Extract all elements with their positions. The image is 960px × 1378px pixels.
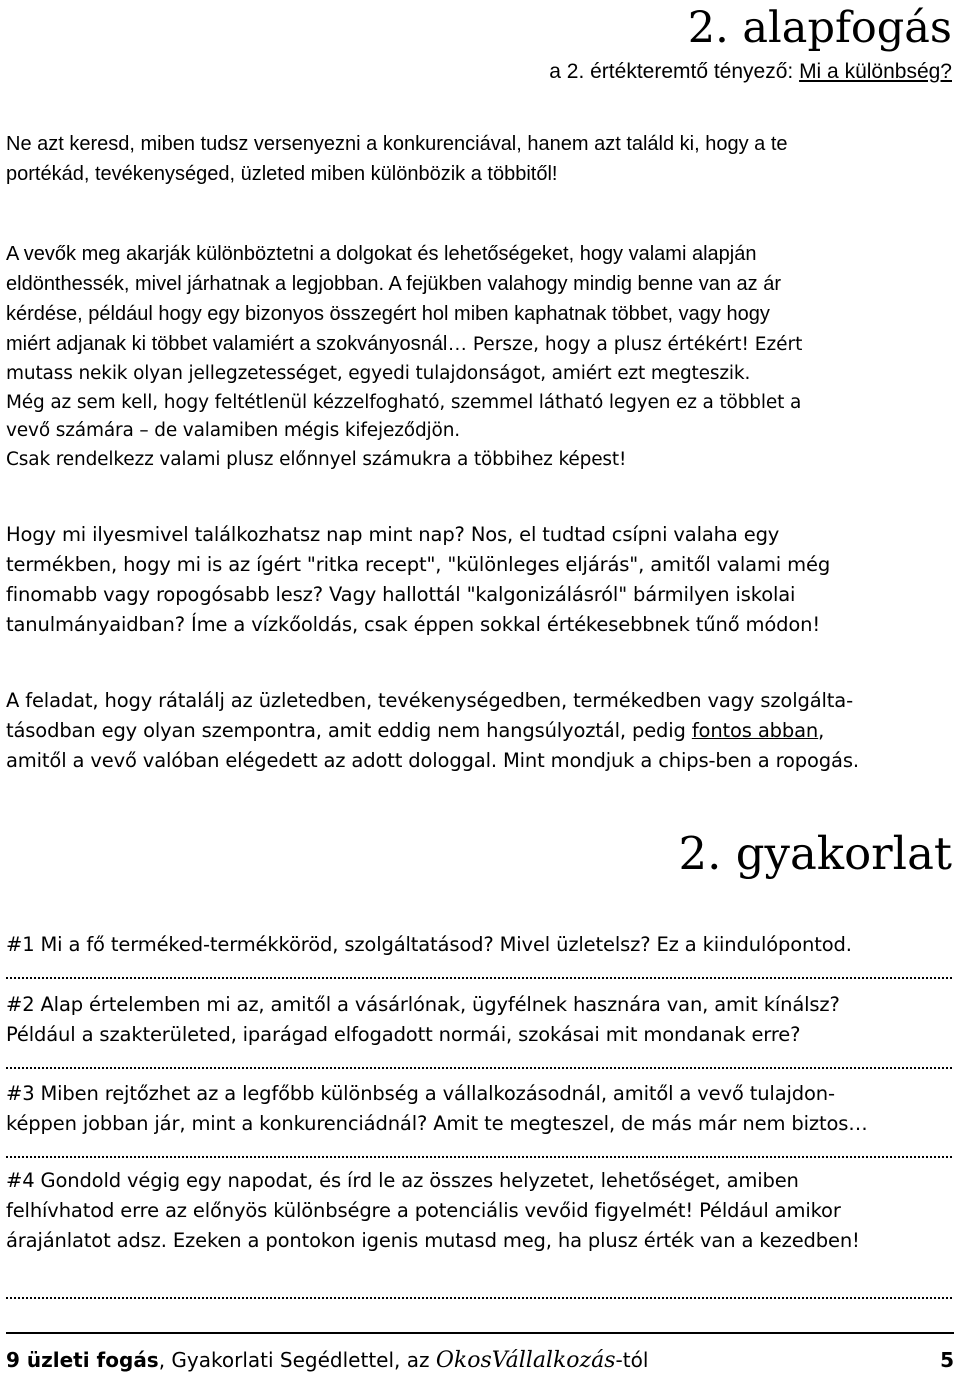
para1-line: A vevők meg akarják különböztetni a dolgokat és lehetőségeket, hogy valami alapján <box>6 243 757 265</box>
para2-line <box>6 520 956 550</box>
para2-line: termékben, hogy mi is az ígért "ritka recept", "különleges eljárás", amitől valami még <box>6 553 831 576</box>
para2-line <box>6 580 956 610</box>
page-title: 2. alapfogás <box>687 3 952 53</box>
footer-text-end: -tól <box>615 1348 649 1372</box>
answer-line[interactable] <box>6 975 952 979</box>
para3-line <box>6 716 956 746</box>
para2-q: Hogy mi ilyesmivel találkozhatsz nap mint nap? <box>6 523 471 546</box>
intro-paragraph <box>6 129 956 189</box>
answer-line[interactable] <box>6 1295 952 1299</box>
para2-line: tanulmányaidban? Íme a vízkőoldás, csak éppen sokkal értékesebbnek tűnő módon! <box>6 613 821 636</box>
para3-line: A feladat, hogy rátalálj az üzletedben, tevékenységedben, termékedben vagy szolgálta- <box>6 689 853 712</box>
para2-text: finomabb vagy ropogósabb lesz? <box>6 583 329 606</box>
intro-line: portékád, tevékenységed, üzleted miben különbözik a többitől! <box>6 163 558 185</box>
para1-line <box>6 329 956 360</box>
para1-line: kérdése, például hogy egy bizonyos összegért hol miben kaphatnak többet, vagy hogy <box>6 303 770 325</box>
question-line: felhívhatod erre az előnyös különbségre a potenciális vevőid figyelmét! Például amikor <box>6 1199 841 1222</box>
paragraph-1-cont <box>6 360 956 474</box>
para1-line: Csak rendelkezz valami plusz előnnyel számukra a többihez képest! <box>6 448 627 470</box>
para3-text: , <box>818 719 825 742</box>
para1-lead: miért adjanak ki többet valamiért a szokványosnál… <box>6 333 473 355</box>
para2-text: Nos, el tudtad csípni valaha egy <box>470 523 780 546</box>
exercise-q2 <box>6 990 956 1050</box>
para1-tail: Persze, hogy a plusz értékért! Ezért <box>472 334 803 355</box>
para3-line: amitől a vevő valóban elégedett az adott dologgal. Mint mondjuk a chips-ben a ropogás. <box>6 749 859 772</box>
para1-line: mutass nekik olyan jellegzetességet, egyedi tulajdonságot, amiért ezt megteszik. <box>6 363 751 384</box>
answer-line[interactable] <box>6 1065 952 1069</box>
para3-text: tásodban egy olyan szempontra, amit eddig nem hangsúlyoztál, pedig <box>6 719 692 742</box>
para1-tail: A fejükben valahogy mindig benne van az ár <box>388 273 781 295</box>
question-line: #3 Miben rejtőzhet az a legfőbb különbség a vállalkozásodnál, amitől a vevő tulajdon- <box>6 1082 835 1105</box>
exercise-q4 <box>6 1166 956 1256</box>
intro-line: Ne azt keresd, miben tudsz versenyezni a konkurenciával, hanem azt találd ki, hogy a te <box>6 133 788 155</box>
subtitle-link[interactable]: Mi a különbség? <box>799 60 952 83</box>
para1-line <box>6 269 956 299</box>
footer-brand: OkosVállalkozás <box>435 1348 616 1373</box>
exercise-q1 <box>6 930 956 960</box>
question-line: Például a szakterületed, iparágad elfogadott normái, szokásai mit mondanak erre? <box>6 1023 801 1046</box>
footer <box>6 1346 954 1375</box>
paragraph-2 <box>6 520 956 640</box>
question-line: #2 Alap értelemben mi az, amitől a vásárlónak, ügyfélnek hasznára van, amit kínálsz? <box>6 993 840 1016</box>
answer-line[interactable] <box>6 1154 952 1158</box>
question-line: #1 Mi a fő terméked-termékköröd, szolgáltatásod? Mivel üzletelsz? Ez a kiindulópontod. <box>6 933 852 956</box>
exercise-q3 <box>6 1079 956 1139</box>
para1-line: vevő számára – de valamiben mégis kifejeződjön. <box>6 420 460 441</box>
para1-line: Még az sem kell, hogy feltétlenül kézzelfogható, szemmel látható legyen ez a többlet a <box>6 391 802 413</box>
para1-lead: eldönthessék, mivel járhatnak a legjobban. <box>6 273 389 295</box>
paragraph-3 <box>6 686 956 776</box>
exercise-title: 2. gyakorlat <box>678 827 952 880</box>
question-line: #4 Gondold végig egy napodat, és írd le az összes helyzetet, lehetőséget, amiben <box>6 1169 799 1192</box>
para3-link[interactable]: fontos abban <box>691 719 819 742</box>
page-subtitle <box>549 58 952 86</box>
subtitle-prefix: a 2. értékteremtő tényező: <box>549 60 800 83</box>
footer-divider <box>6 1332 954 1334</box>
paragraph-1 <box>6 239 956 360</box>
footer-book-title: 9 üzleti fogás <box>6 1348 159 1372</box>
para2-text: Vagy hallottál "kalgonizálásról" bármilyen iskolai <box>329 583 796 606</box>
question-line: árajánlatot adsz. Ezeken a pontokon igenis mutasd meg, ha plusz érték van a kezedben! <box>6 1229 860 1252</box>
page-number: 5 <box>940 1348 954 1372</box>
question-line: képpen jobban jár, mint a konkurenciádnál? Amit te megteszel, de más már nem biztos… <box>6 1112 868 1135</box>
footer-text: , Gyakorlati Segédlettel, az <box>158 1348 436 1372</box>
